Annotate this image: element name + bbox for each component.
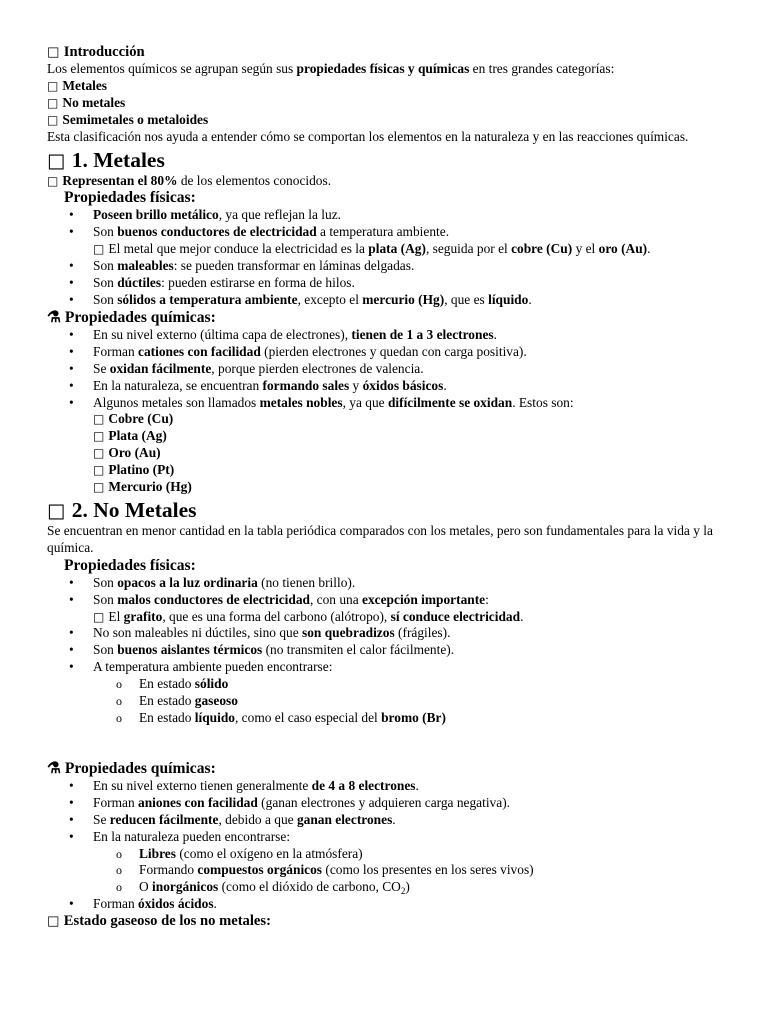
box-icon: □ (47, 95, 59, 110)
conduction-note: □ El metal que mejor conduce la electricidad es la plata (Ag), seguida por el cobre (Cu) y el oro (Au). (93, 241, 651, 257)
list-item: • Forman óxidos ácidos. (93, 896, 727, 913)
box-icon: □ (47, 45, 60, 60)
no-metales-fisicas-list (47, 575, 727, 727)
no-metales-quimicas-list (47, 778, 727, 913)
noble-metal-item: □ Plata (Ag) (93, 428, 167, 444)
subheading-propiedades-fisicas: Propiedades físicas: (64, 556, 196, 574)
list-item: • En su nivel externo (última capa de electrones), tienen de 1 a 3 electrones. (93, 327, 727, 344)
metales-fisicas-list (47, 207, 727, 308)
list-item: • Son maleables: se pueden transformar en láminas delgadas. (93, 258, 727, 275)
box-icon: □ (47, 148, 66, 172)
noble-metal-item: □ Oro (Au) (93, 445, 161, 461)
metales-quimicas-list (47, 327, 727, 496)
box-icon: □ (93, 446, 105, 461)
box-icon: □ (47, 112, 59, 127)
intro-paragraph: Los elementos químicos se agrupan según sus propiedades físicas y químicas en tres grandes categorías: (47, 61, 615, 76)
box-icon: □ (47, 173, 59, 188)
noble-metal-item: □ Mercurio (Hg) (93, 479, 192, 495)
box-icon: □ (93, 463, 105, 478)
category-metales: □ Metales (47, 77, 108, 93)
list-item: • En la naturaleza pueden encontrarse: o Libres (como el oxígeno en la atmósfera) o Formando compuestos orgánicos (como los presentes en los seres vivos) o O inorgánicos (como el dióxido de carbono, $CO_2$) (93, 829, 727, 897)
flask-icon: ⚗ (47, 308, 61, 326)
grafito-note: □ El grafito, que es una forma del carbono (alótropo), sí conduce electricidad. (93, 608, 524, 624)
list-item: o Libres (como el oxígeno en la atmósfera) (139, 846, 727, 863)
list-item: • Algunos metales son llamados metales nobles, ya que difícilmente se oxidan. Estos son: □ Cobre (Cu) □ Plata (Ag) □ Oro (Au) □ Platino (Pt) □ Mercurio (Hg) (93, 395, 727, 496)
list-item: o En estado gaseoso (139, 693, 727, 710)
section-heading-no-metales: □ 2. No Metales (47, 497, 197, 522)
list-item: o En estado sólido (139, 676, 727, 693)
list-item: • En su nivel externo tienen generalmente de 4 a 8 electrones. (93, 778, 727, 795)
list-item: • No son maleables ni dúctiles, sino que son quebradizos (frágiles). (93, 625, 727, 642)
box-icon: □ (93, 412, 105, 427)
list-item: • Son buenos aislantes térmicos (no transmiten el calor fácilmente). (93, 642, 727, 659)
gas-state-heading: □ Estado gaseoso de los no metales: (47, 913, 271, 930)
list-item: • Son sólidos a temperatura ambiente, excepto el mercurio (Hg), que es líquido. (93, 292, 727, 309)
list-item: • Forman aniones con facilidad (ganan electrones y adquieren carga negativa). (93, 795, 727, 812)
box-icon: □ (47, 498, 66, 522)
list-item: • Se reducen fácilmente, debido a que ganan electrones. (93, 812, 727, 829)
list-item: o Formando compuestos orgánicos (como los presentes en los seres vivos) (139, 862, 727, 879)
list-item: • A temperatura ambiente pueden encontrarse: o En estado sólido o En estado gaseoso o En estado líquido, como el caso especial del bromo (Br) (93, 659, 727, 727)
list-item: o O inorgánicos (como el dióxido de carbono, $CO_2$) (139, 879, 727, 896)
estados-list (93, 676, 727, 727)
subheading-propiedades-fisicas: Propiedades físicas: (64, 189, 196, 207)
list-item: • Son dúctiles: pueden estirarse en forma de hilos. (93, 275, 727, 292)
list-item: • Son malos conductores de electricidad, con una excepción importante: □ El grafito, que es una forma del carbono (alótropo), sí conduce electricidad. (93, 592, 727, 626)
box-icon: □ (93, 480, 105, 495)
box-icon: □ (93, 242, 105, 257)
box-icon: □ (93, 609, 105, 624)
intro-heading: □ Introducción (47, 44, 145, 60)
naturaleza-list (93, 846, 727, 897)
subheading-propiedades-quimicas: ⚗ Propiedades químicas: (47, 759, 216, 777)
noble-metal-item: □ Cobre (Cu) (93, 411, 174, 427)
spacer (47, 727, 727, 760)
category-no-metales: □ No metales (47, 94, 126, 110)
noble-metal-item: □ Platino (Pt) (93, 462, 175, 478)
no-metales-intro: Se encuentran en menor cantidad en la tabla periódica comparados con los metales, pero son fundamentales para la vida y la química. (47, 522, 713, 555)
box-icon: □ (47, 78, 59, 93)
list-item: • Poseen brillo metálico, ya que reflejan la luz. (93, 207, 727, 224)
subheading-propiedades-quimicas: ⚗ Propiedades químicas: (47, 308, 216, 326)
list-item: o En estado líquido, como el caso especial del bromo (Br) (139, 710, 727, 727)
document-page (47, 44, 727, 930)
list-item: • Forman cationes con facilidad (pierden electrones y quedan con carga positiva). (93, 344, 727, 361)
list-item: • Son buenos conductores de electricidad a temperatura ambiente. □ El metal que mejor conduce la electricidad es la plata (Ag), seguida por el cobre (Cu) y el oro (Au). (93, 224, 727, 258)
category-semimetales: □ Semimetales o metaloides (47, 111, 209, 127)
list-item: • Se oxidan fácilmente, porque pierden electrones de valencia. (93, 361, 727, 378)
box-icon: □ (93, 429, 105, 444)
box-icon: □ (47, 914, 60, 930)
intro-paragraph-2: Esta clasificación nos ayuda a entender cómo se comportan los elementos en la naturaleza y en las reacciones químicas. (47, 128, 689, 144)
metales-represent: □ Representan el 80% de los elementos conocidos. (47, 172, 332, 188)
section-heading-metales: □ 1. Metales (47, 147, 165, 172)
list-item: • Son opacos a la luz ordinaria (no tienen brillo). (93, 575, 727, 592)
flask-icon: ⚗ (47, 759, 61, 777)
list-item: • En la naturaleza, se encuentran formando sales y óxidos básicos. (93, 378, 727, 395)
